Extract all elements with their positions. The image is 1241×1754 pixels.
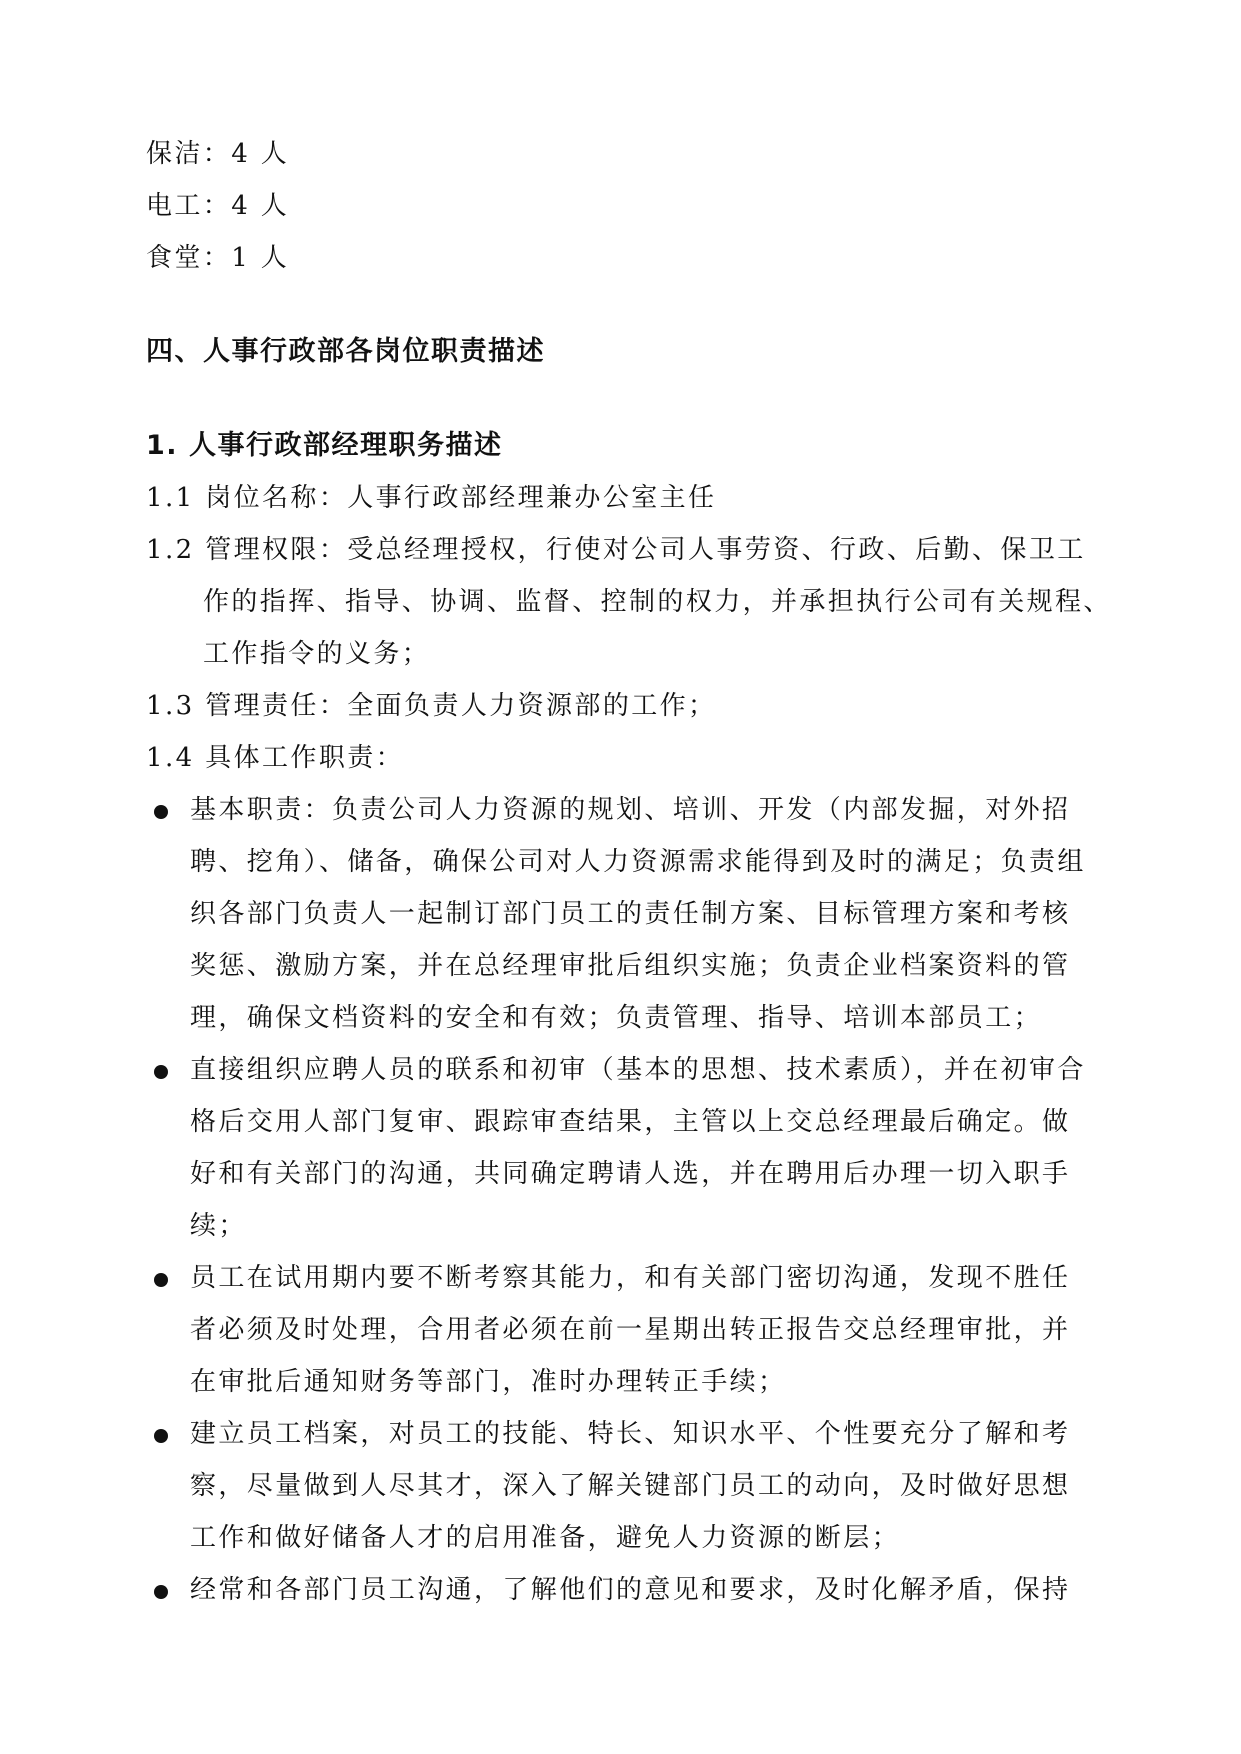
staff-line-canteen: 食堂：1 人 xyxy=(146,243,290,273)
subsection-title: 1. 人事行政部经理职务描述 xyxy=(146,430,503,461)
item-1-1: 1.1 岗位名称：人事行政部经理兼办公室主任 xyxy=(146,483,717,513)
bullet-item xyxy=(146,1408,1101,1564)
bullet-dot-icon xyxy=(154,1429,168,1443)
item-1-3: 1.3 管理责任：全面负责人力资源部的工作； xyxy=(146,691,717,721)
bullet-line: 格后交用人部门复审、跟踪审查结果，主管以上交总经理最后确定。做 xyxy=(190,1107,1071,1137)
bullet-item xyxy=(146,1044,1101,1252)
bullet-line: 直接组织应聘人员的联系和初审（基本的思想、技术素质），并在初审合 xyxy=(190,1055,1086,1085)
bullet-item xyxy=(146,1252,1101,1408)
bullet-line: 续； xyxy=(190,1211,247,1241)
bullet-line: 基本职责：负责公司人力资源的规划、培训、开发（内部发掘，对外招 xyxy=(190,795,1071,825)
staff-line-cleaning: 保洁：4 人 xyxy=(146,139,290,169)
bullet-line: 织各部门负责人一起制订部门员工的责任制方案、目标管理方案和考核 xyxy=(190,899,1071,929)
bullet-line: 理，确保文档资料的安全和有效；负责管理、指导、培训本部员工； xyxy=(190,1003,1043,1033)
item-1-2-line-3: 工作指令的义务； xyxy=(203,639,431,669)
bullet-line: 者必须及时处理，合用者必须在前一星期出转正报告交总经理审批，并 xyxy=(190,1315,1071,1345)
bullet-item xyxy=(146,1564,1101,1616)
bullet-line: 奖惩、激励方案，并在总经理审批后组织实施；负责企业档案资料的管 xyxy=(190,951,1071,981)
bullet-dot-icon xyxy=(154,1273,168,1287)
bullet-dot-icon xyxy=(154,1065,168,1079)
bullet-line: 聘、挖角）、储备，确保公司对人力资源需求能得到及时的满足；负责组 xyxy=(190,847,1086,877)
staff-line-electrician: 电工：4 人 xyxy=(146,191,290,221)
item-1-2-line-2: 作的指挥、指导、协调、监督、控制的权力，并承担执行公司有关规程、 xyxy=(203,587,1112,617)
bullet-line: 员工在试用期内要不断考察其能力，和有关部门密切沟通，发现不胜任 xyxy=(190,1263,1071,1293)
section-title: 四、人事行政部各岗位职责描述 xyxy=(146,336,545,367)
bullet-line: 建立员工档案，对员工的技能、特长、知识水平、个性要充分了解和考 xyxy=(190,1419,1071,1449)
bullet-dot-icon xyxy=(154,1585,168,1599)
bullet-line: 察，尽量做到人尽其才，深入了解关键部门员工的动向，及时做好思想 xyxy=(190,1471,1071,1501)
bullet-line: 经常和各部门员工沟通，了解他们的意见和要求，及时化解矛盾，保持 xyxy=(190,1575,1071,1605)
bullet-line: 在审批后通知财务等部门，准时办理转正手续； xyxy=(190,1367,787,1397)
bullet-dot-icon xyxy=(154,805,168,819)
item-1-4: 1.4 具体工作职责： xyxy=(146,743,405,773)
bullet-line: 工作和做好储备人才的启用准备，避免人力资源的断层； xyxy=(190,1523,901,1553)
bullet-line: 好和有关部门的沟通，共同确定聘请人选，并在聘用后办理一切入职手 xyxy=(190,1159,1071,1189)
bullet-item xyxy=(146,784,1101,1044)
item-1-2-line-1: 1.2 管理权限：受总经理授权，行使对公司人事劳资、行政、后勤、保卫工 xyxy=(146,535,1086,565)
